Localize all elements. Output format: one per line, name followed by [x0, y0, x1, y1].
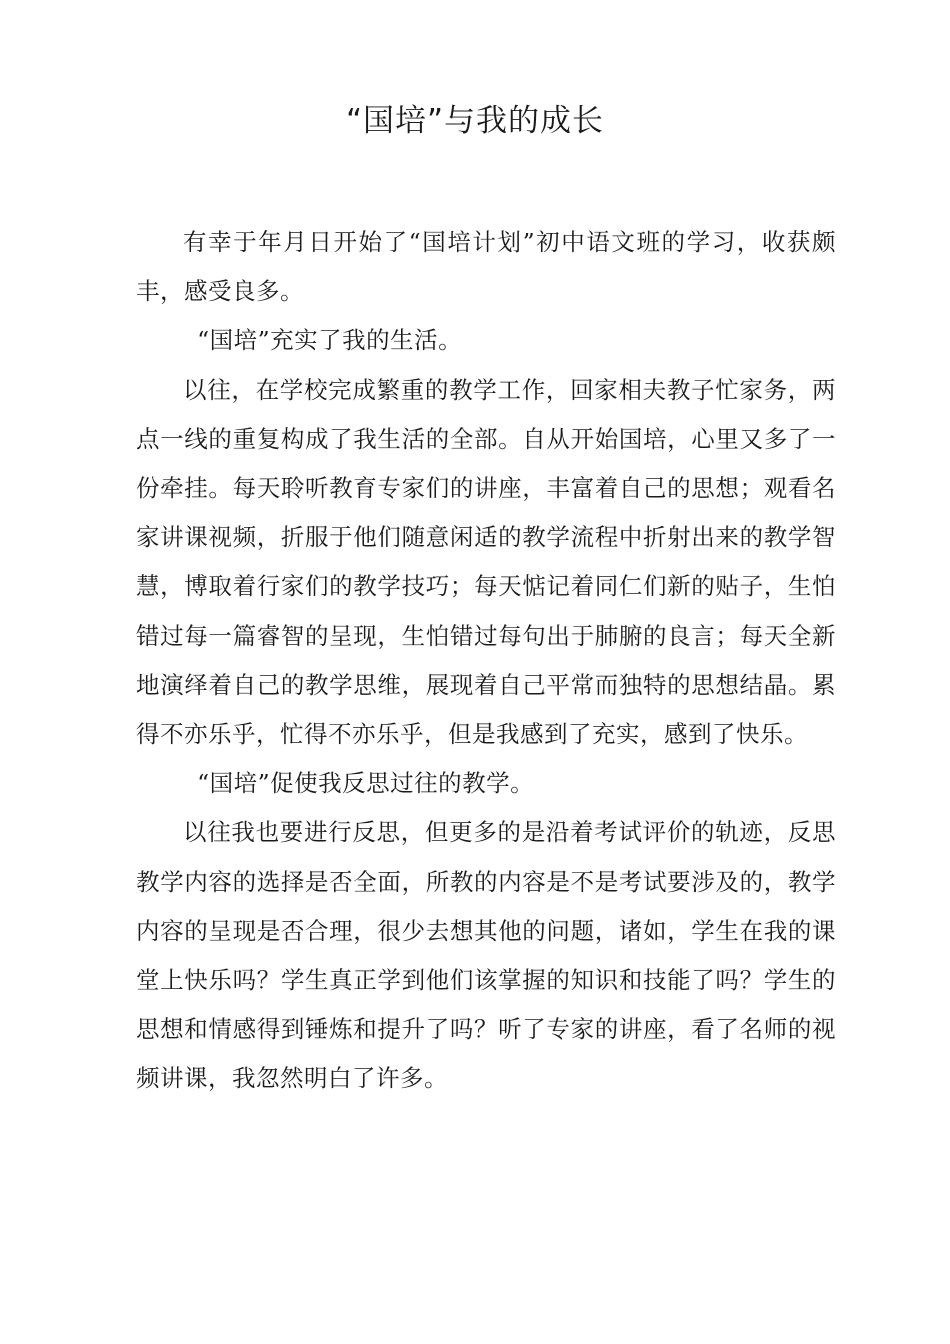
paragraph-reflection-detail: 以往我也要进行反思，但更多的是沿着考试评价的轨迹，反思教学内容的选择是否全面，所教的内容是不是考试要涉及的，教学内容的呈现是否合理，很少去想其他的问题，诸如，学生在我的课堂上快乐吗？学生真正学到他们该掌握的知识和技能了吗？学生的思想和情感得到锤炼和提升了吗？听了专家的讲座，看了名师的视频讲课，我忽然明白了许多。 — [136, 818, 836, 1093]
paragraph-section-heading-reflection: “国培”促使我反思过往的教学。 — [197, 769, 535, 798]
document-title: “国培”与我的成长 — [345, 103, 605, 139]
paragraph-intro: 有幸于年月日开始了“国培计划”初中语文班的学习，收获颇丰，感受良多。 — [136, 228, 836, 306]
paragraph-life-detail: 以往，在学校完成繁重的教学工作，回家相夫教子忙家务，两点一线的重复构成了我生活的全部。自从开始国培，心里又多了一份牵挂。每天聆听教育专家们的讲座，丰富着自己的思想；观看名家讲课视频，折服于他们随意闲适的教学流程中折射出来的教学智慧，博取着行家们的教学技巧；每天惦记着同仁们新的贴子，生怕错过每一篇睿智的呈现，生怕错过每句出于肺腑的良言；每天全新地演绎着自己的教学思维，展现着自己平常而独特的思想结晶。累得不亦乐乎，忙得不亦乐乎，但是我感到了充实，感到了快乐。 — [136, 375, 836, 749]
document-body — [136, 218, 836, 1104]
paragraph-section-heading-life: “国培”充实了我的生活。 — [197, 326, 463, 355]
